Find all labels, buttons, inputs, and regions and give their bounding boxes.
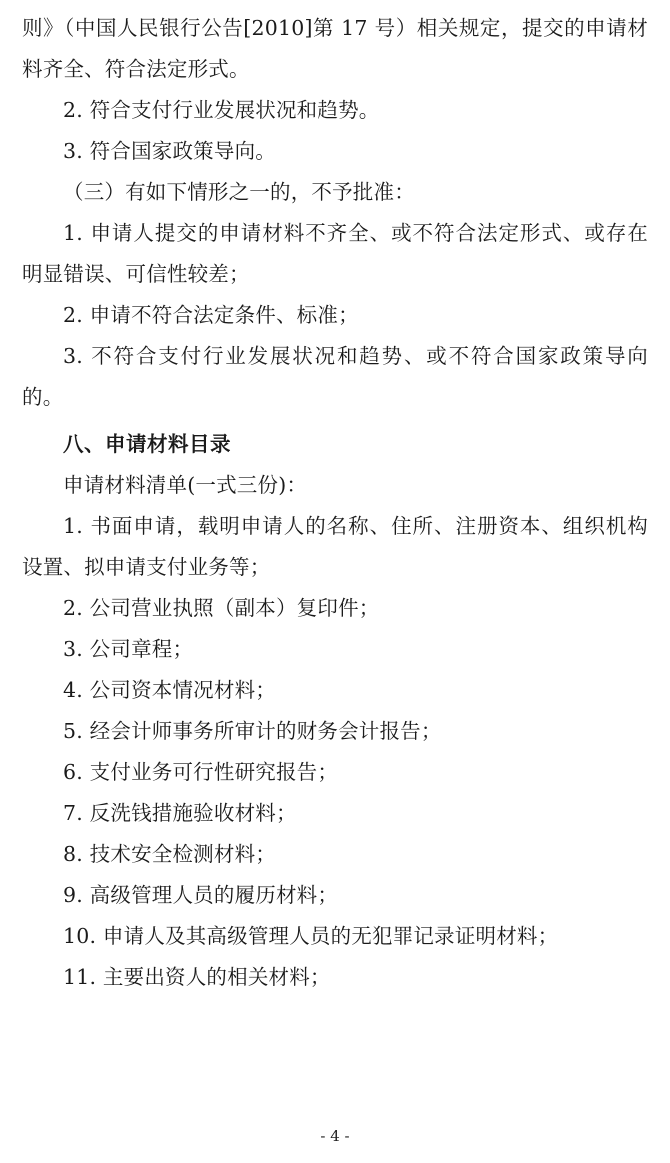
list-item: 6. 支付业务可行性研究报告； (63, 760, 339, 784)
paragraph: 3. 符合国家政策导向。 (63, 139, 276, 163)
paragraph: 则》（中国人民银行公告[2010]第 17 号）相关规定，提交的申请材料齐全、符合法定形式。 (22, 16, 648, 81)
paragraph: （三）有如下情形之一的，不予批准： (63, 180, 415, 204)
paragraph: 1. 申请人提交的申请材料不齐全、或不符合法定形式、或存在明显错误、可信性较差； (22, 221, 648, 286)
list-item: 4. 公司资本情况材料； (63, 678, 276, 702)
list-item: 7. 反洗钱措施验收材料； (63, 801, 297, 825)
paragraph: 2. 申请不符合法定条件、标准； (63, 303, 359, 327)
list-item: 2. 公司营业执照（副本）复印件； (63, 596, 380, 620)
section-heading: 八、申请材料目录 (63, 432, 231, 456)
list-item: 10. 申请人及其高级管理人员的无犯罪记录证明材料； (63, 924, 559, 948)
list-item: 8. 技术安全检测材料； (63, 842, 276, 866)
paragraph: 2. 符合支付行业发展状况和趋势。 (63, 98, 380, 122)
page-number: - 4 - (320, 1127, 350, 1145)
list-item: 5. 经会计师事务所审计的财务会计报告； (63, 719, 442, 743)
list-item: 3. 公司章程； (63, 637, 194, 661)
paragraph: 申请材料清单(一式三份)： (63, 473, 308, 497)
list-item: 9. 高级管理人员的履历材料； (63, 883, 339, 907)
list-item: 11. 主要出资人的相关材料； (63, 965, 331, 989)
list-item: 1. 书面申请，载明申请人的名称、住所、注册资本、组织机构设置、拟申请支付业务等； (22, 514, 648, 579)
paragraph: 3. 不符合支付行业发展状况和趋势、或不符合国家政策导向的。 (22, 344, 648, 409)
